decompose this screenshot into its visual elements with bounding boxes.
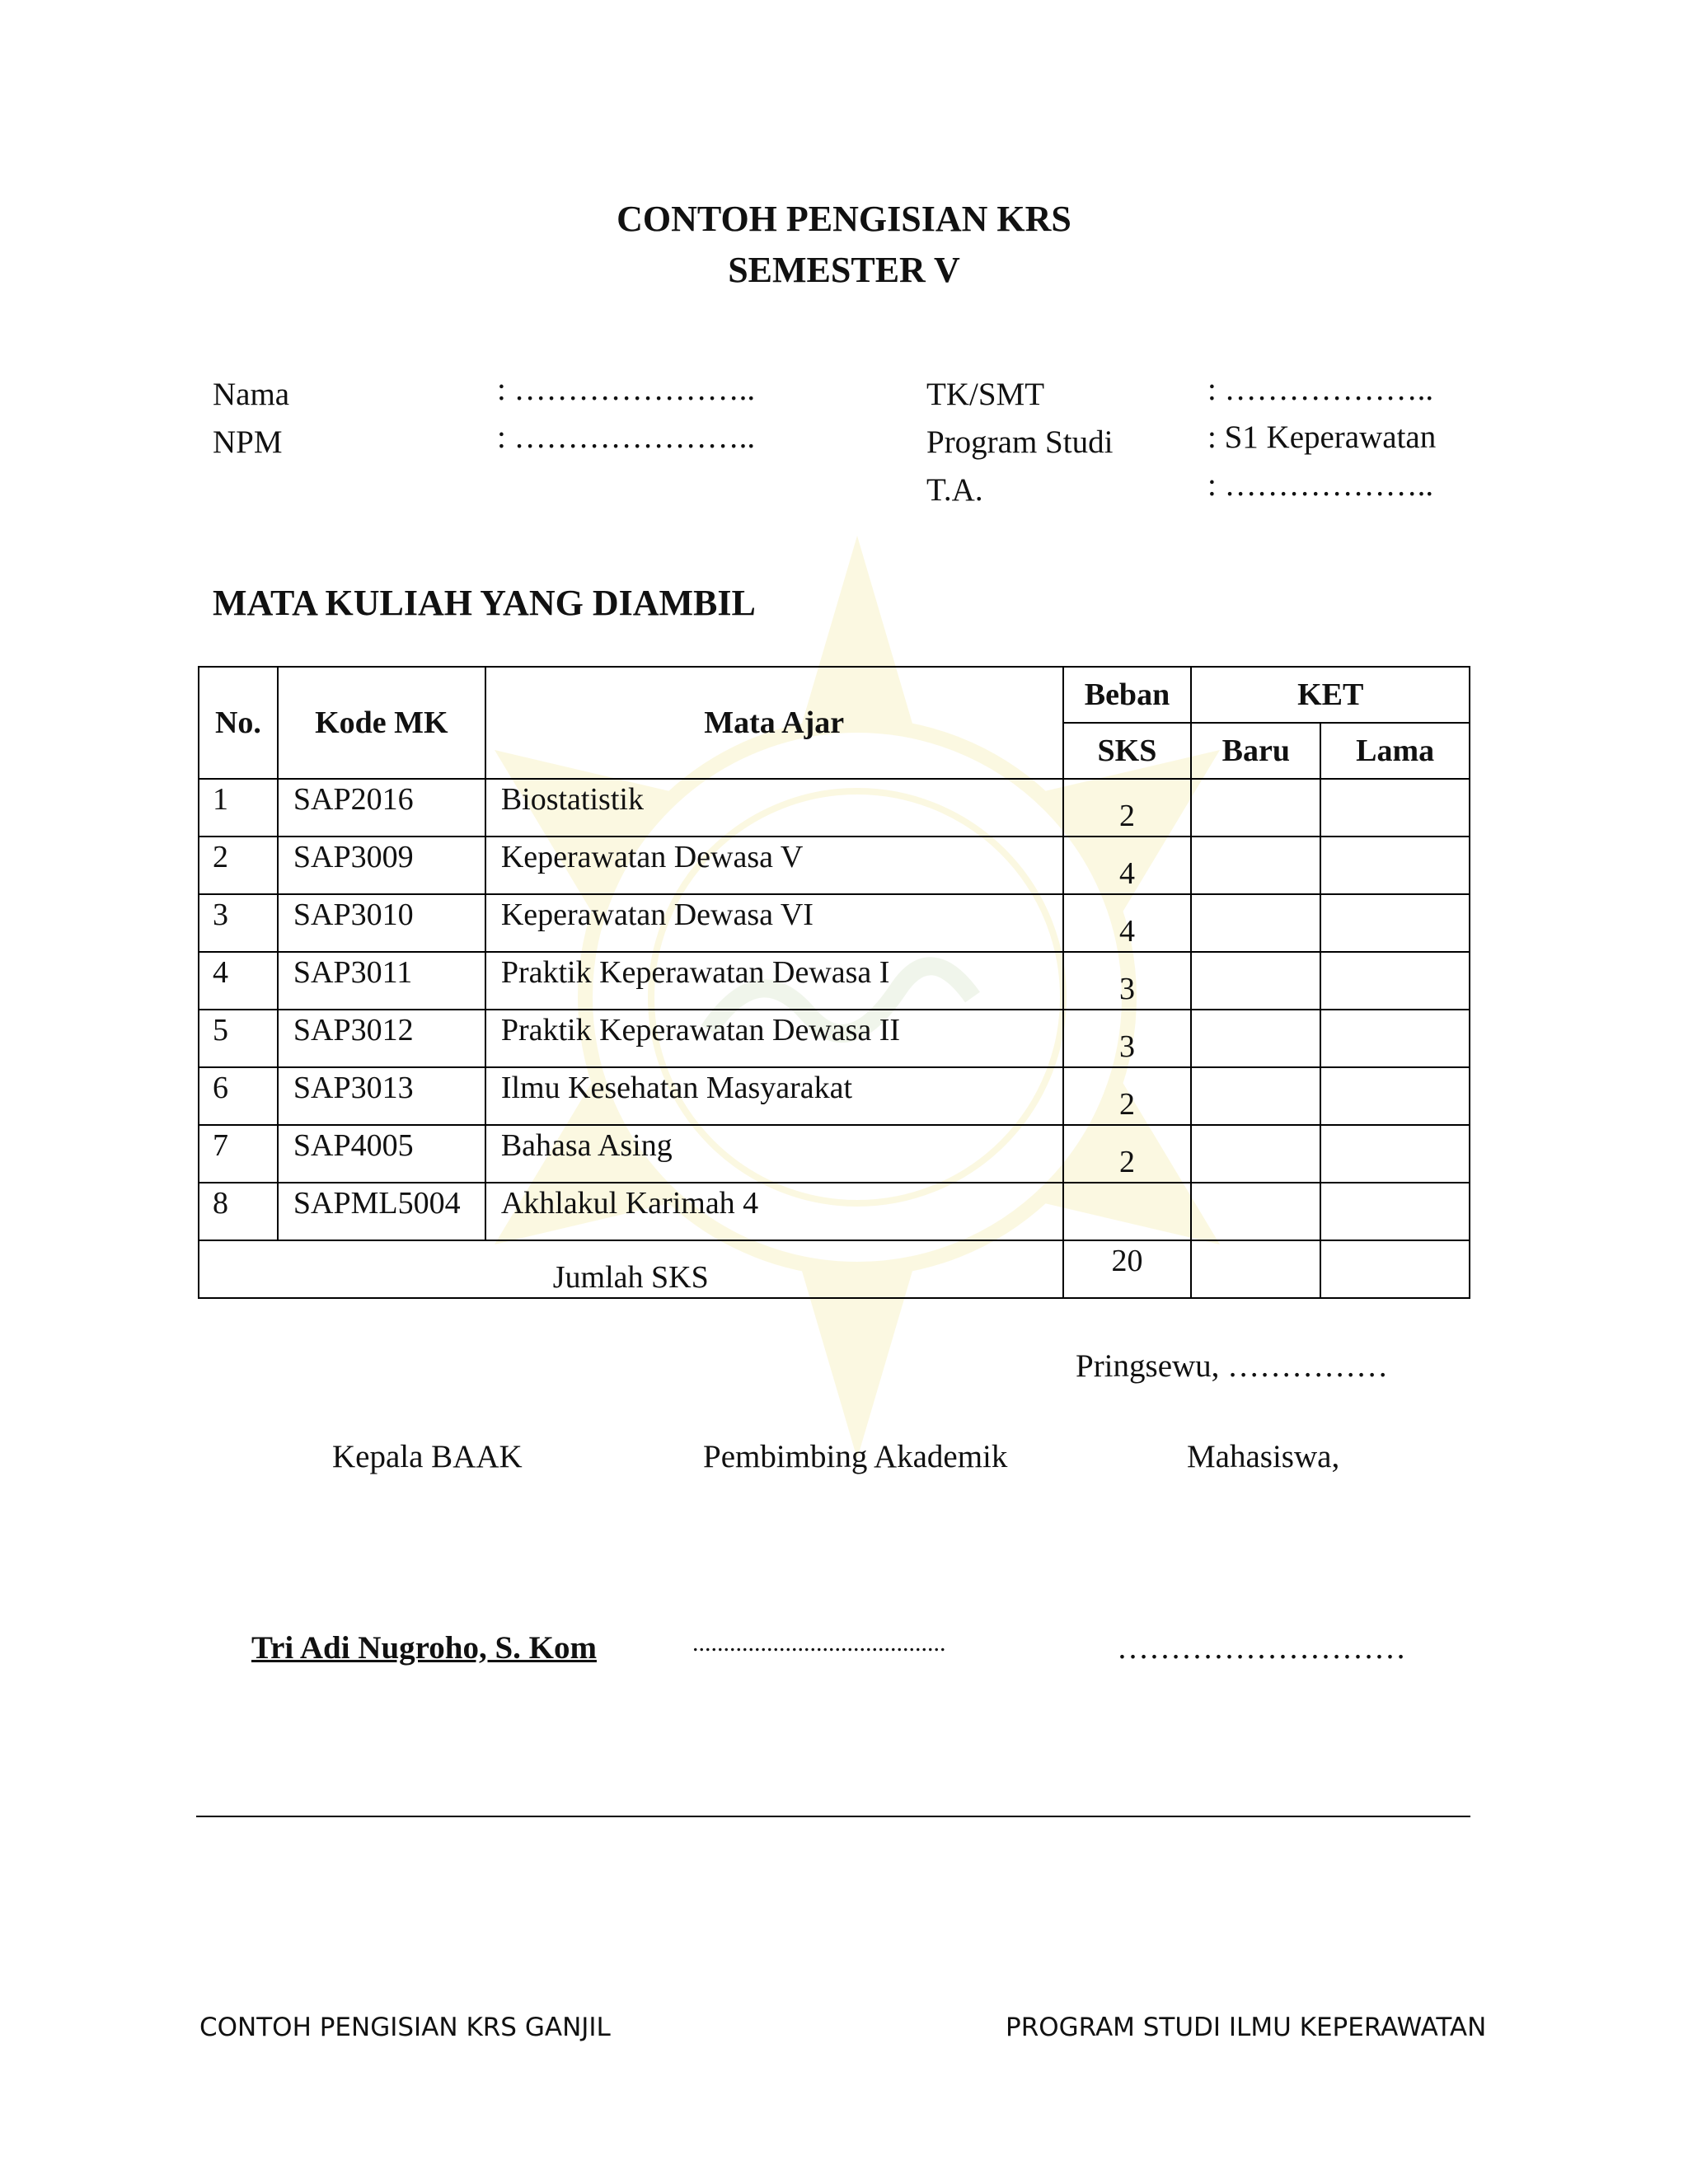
nama-field[interactable]: : ………………….. xyxy=(497,372,756,407)
row-kode-mk: SAP3012 xyxy=(278,1010,485,1067)
table-row xyxy=(199,894,1470,952)
row-kode-mk: SAP3010 xyxy=(278,894,485,952)
role-pembimbing-akademik: Pembimbing Akademik xyxy=(703,1439,1008,1474)
total-lama-cell[interactable] xyxy=(1320,1240,1470,1298)
document-title: CONTOH PENGISIAN KRS xyxy=(617,199,1071,239)
row-no: 4 xyxy=(199,952,278,1010)
table-row xyxy=(199,1125,1470,1183)
row-sks: 4 xyxy=(1063,894,1192,952)
total-sks: 20 xyxy=(1063,1240,1192,1298)
row-sks: 3 xyxy=(1063,952,1192,1010)
row-lama-cell[interactable] xyxy=(1320,779,1470,837)
row-mata-ajar: Keperawatan Dewasa VI xyxy=(485,894,1063,952)
row-lama-cell[interactable] xyxy=(1320,837,1470,894)
program-studi-value: : S1 Keperawatan xyxy=(1207,419,1437,455)
row-no: 3 xyxy=(199,894,278,952)
row-no: 1 xyxy=(199,779,278,837)
row-baru-cell[interactable] xyxy=(1191,1010,1320,1067)
name-pembimbing-akademik-field[interactable]: ......................................... xyxy=(692,1629,946,1657)
header-mata-ajar: Mata Ajar xyxy=(485,667,1063,779)
row-kode-mk: SAP3013 xyxy=(278,1067,485,1125)
place-date: Pringsewu, …………… xyxy=(1076,1348,1389,1384)
row-baru-cell[interactable] xyxy=(1191,1125,1320,1183)
role-kepala-baak: Kepala BAAK xyxy=(332,1439,523,1474)
row-mata-ajar: Praktik Keperawatan Dewasa II xyxy=(485,1010,1063,1067)
row-baru-cell[interactable] xyxy=(1191,837,1320,894)
row-lama-cell[interactable] xyxy=(1320,952,1470,1010)
npm-field[interactable]: : ………………….. xyxy=(497,419,756,455)
name-kepala-baak: Tri Adi Nugroho, S. Kom xyxy=(251,1630,597,1666)
header-ket: KET xyxy=(1191,667,1470,723)
table-row xyxy=(199,1183,1470,1240)
row-kode-mk: SAP4005 xyxy=(278,1125,485,1183)
header-beban: Beban xyxy=(1063,667,1192,723)
row-mata-ajar: Ilmu Kesehatan Masyarakat xyxy=(485,1067,1063,1125)
row-kode-mk: SAP3009 xyxy=(278,837,485,894)
row-lama-cell[interactable] xyxy=(1320,1183,1470,1240)
header-baru: Baru xyxy=(1191,723,1320,779)
row-no: 2 xyxy=(199,837,278,894)
row-baru-cell[interactable] xyxy=(1191,894,1320,952)
footer-right: PROGRAM STUDI ILMU KEPERAWATAN xyxy=(1006,2013,1487,2042)
header-lama: Lama xyxy=(1320,723,1470,779)
student-info-labels-right xyxy=(926,371,1113,514)
row-mata-ajar: Keperawatan Dewasa V xyxy=(485,837,1063,894)
row-baru-cell[interactable] xyxy=(1191,779,1320,837)
total-label: Jumlah SKS xyxy=(199,1240,1063,1298)
row-lama-cell[interactable] xyxy=(1320,1010,1470,1067)
row-mata-ajar: Bahasa Asing xyxy=(485,1125,1063,1183)
role-mahasiswa: Mahasiswa, xyxy=(1187,1439,1340,1474)
ta-field[interactable]: : ……………….. xyxy=(1207,467,1434,503)
row-baru-cell[interactable] xyxy=(1191,1183,1320,1240)
row-sks: 2 xyxy=(1063,1067,1192,1125)
footer-divider xyxy=(196,1816,1470,1817)
row-lama-cell[interactable] xyxy=(1320,1067,1470,1125)
row-kode-mk: SAP3011 xyxy=(278,952,485,1010)
row-sks: 3 xyxy=(1063,1010,1192,1067)
table-row xyxy=(199,779,1470,837)
row-lama-cell[interactable] xyxy=(1320,894,1470,952)
row-sks xyxy=(1063,1183,1192,1240)
row-kode-mk: SAP2016 xyxy=(278,779,485,837)
section-title: MATA KULIAH YANG DIAMBIL xyxy=(213,583,756,623)
table-row xyxy=(199,1010,1470,1067)
student-info-labels-left xyxy=(213,371,289,466)
row-kode-mk: SAPML5004 xyxy=(278,1183,485,1240)
student-info-values-right xyxy=(1207,366,1436,509)
nama-label: Nama xyxy=(213,377,290,412)
row-sks: 4 xyxy=(1063,837,1192,894)
table-header-row xyxy=(199,667,1470,723)
row-no: 8 xyxy=(199,1183,278,1240)
name-mahasiswa-field[interactable]: ……………………… xyxy=(1117,1630,1406,1666)
table-row xyxy=(199,952,1470,1010)
row-no: 5 xyxy=(199,1010,278,1067)
row-no: 7 xyxy=(199,1125,278,1183)
row-baru-cell[interactable] xyxy=(1191,952,1320,1010)
ta-label: T.A. xyxy=(926,472,983,508)
row-mata-ajar: Biostatistik xyxy=(485,779,1063,837)
program-studi-label: Program Studi xyxy=(926,424,1114,460)
table-row xyxy=(199,837,1470,894)
row-mata-ajar: Akhlakul Karimah 4 xyxy=(485,1183,1063,1240)
document-subtitle: SEMESTER V xyxy=(728,250,960,290)
row-mata-ajar: Praktik Keperawatan Dewasa I xyxy=(485,952,1063,1010)
row-no: 6 xyxy=(199,1067,278,1125)
total-row xyxy=(199,1240,1470,1298)
header-kode-mk: Kode MK xyxy=(278,667,485,779)
tk-smt-label: TK/SMT xyxy=(926,377,1045,412)
table-row xyxy=(199,1067,1470,1125)
npm-label: NPM xyxy=(213,424,283,460)
row-sks: 2 xyxy=(1063,779,1192,837)
row-sks: 2 xyxy=(1063,1125,1192,1183)
footer-left: CONTOH PENGISIAN KRS GANJIL xyxy=(199,2013,611,2042)
row-lama-cell[interactable] xyxy=(1320,1125,1470,1183)
student-info-values-left xyxy=(497,366,755,462)
course-rows xyxy=(199,779,1470,1240)
tk-smt-field[interactable]: : ……………….. xyxy=(1207,372,1434,407)
header-no: No. xyxy=(199,667,278,779)
course-table xyxy=(198,666,1470,1299)
row-baru-cell[interactable] xyxy=(1191,1067,1320,1125)
total-baru-cell[interactable] xyxy=(1191,1240,1320,1298)
header-sks: SKS xyxy=(1063,723,1192,779)
